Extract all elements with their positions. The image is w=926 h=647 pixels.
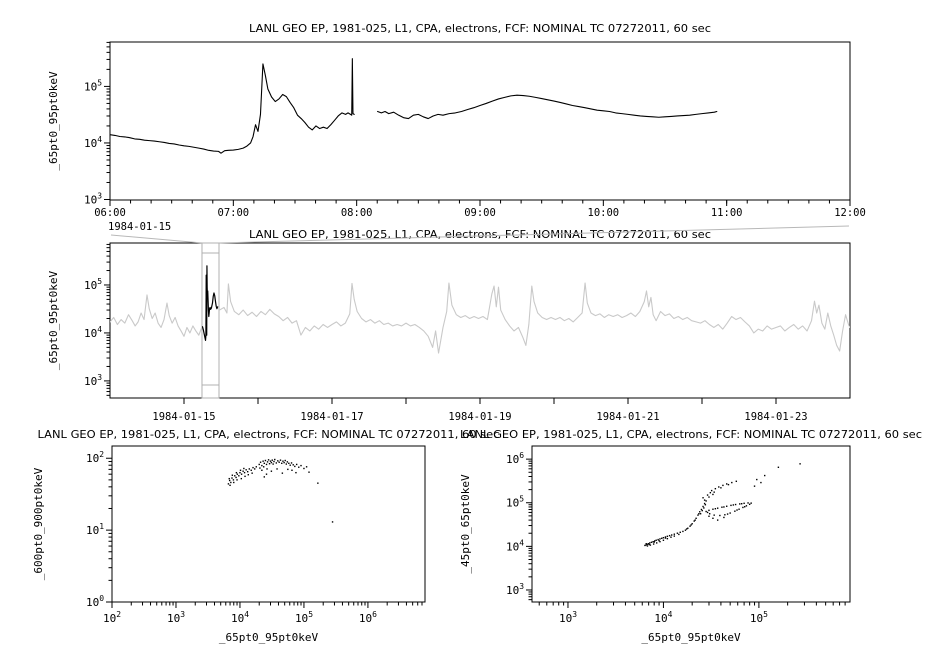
y-axis-label: _65pt0_95pt0keV [47,71,60,171]
plot-area[interactable] [110,42,850,200]
x-axis-ticks [152,398,807,423]
x-tick-label: 12:00 [834,207,866,219]
log-tick-label: $10^3$ [84,372,103,388]
x-tick-label: 09:00 [464,207,496,219]
x-tick-label: 06:00 [94,207,126,219]
x-tick-label: 1984-01-17 [300,411,364,423]
x-axis-label: _65pt0_95pt0keV [641,631,741,644]
log-tick-label: $10^4$ [84,324,103,340]
log-tick-label: $10^1$ [86,522,105,538]
log-tick-label: $10^4$ [654,610,673,625]
log-tick-label: $10^5$ [749,610,768,625]
x-axis-ticks [103,602,422,625]
zoom-connector-line [111,235,203,243]
x-tick-label: 1984-01-21 [596,411,660,423]
x-tick-label: 07:00 [217,207,250,219]
panel-title: LANL GEO EP, 1981-025, L1, CPA, electrons, FCF: NOMINAL TC 07272011, 60 sec [249,228,711,241]
log-tick-label: $10^2$ [103,610,122,625]
x-tick-label: 11:00 [710,207,743,219]
panel-title: LANL GEO EP, 1981-025, L1, CPA, electrons, FCF: NOMINAL TC 07272011, 60 sec [460,428,922,441]
y-axis-ticks [84,244,110,395]
x-tick-label: 1984-01-19 [448,411,512,423]
log-tick-label: $10^5$ [84,78,103,94]
y-axis-ticks [84,42,110,206]
panel-scatter-45-65 [459,428,922,644]
panel-title: LANL GEO EP, 1981-025, L1, CPA, electrons, FCF: NOMINAL TC 07272011, 60 sec [249,22,711,35]
context-line [110,283,850,353]
log-tick-label: $10^5$ [84,276,103,292]
panel-title: LANL GEO EP, 1981-025, L1, CPA, electrons, FCF: NOMINAL TC 07272011, 60 sec [37,428,500,441]
log-tick-label: $10^5$ [506,494,525,510]
log-tick-label: $10^3$ [166,610,186,625]
y-axis-label: _600pt0_900pt0keV [32,467,45,581]
y-axis-ticks [506,451,532,600]
y-axis-ticks [86,450,112,609]
date-corner-label: 1984-01-15 [108,221,172,233]
log-tick-label: $10^4$ [506,538,525,554]
flux-line [110,59,717,154]
x-tick-label: 08:00 [340,207,373,219]
scatter-points [644,463,801,547]
log-tick-label: $10^3$ [84,191,103,207]
x-axis-ticks [94,200,866,219]
log-tick-label: $10^6$ [358,610,378,625]
plot-area[interactable] [110,243,850,398]
log-tick-label: $10^6$ [506,451,525,467]
zoom-region-annotations [111,226,849,398]
log-tick-label: $10^4$ [230,610,250,625]
x-axis-label: _65pt0_95pt0keV [218,631,319,644]
x-tick-label: 10:00 [587,207,620,219]
panel-top-detail [47,22,866,233]
zoom-box[interactable] [202,243,219,398]
plot-area[interactable] [532,446,850,602]
highlight-line [203,266,218,340]
y-axis-label: _45pt0_65pt0keV [459,474,472,574]
scatter-points [228,459,334,523]
log-tick-label: $10^3$ [558,610,578,625]
log-tick-label: $10^4$ [84,134,103,150]
log-tick-label: $10^2$ [86,450,105,466]
log-tick-label: $10^0$ [86,594,105,609]
x-tick-label: 1984-01-23 [744,411,808,423]
panel-context [47,226,850,423]
x-axis-ticks [539,602,845,625]
panel-scatter-600-900 [32,428,500,644]
log-tick-label: $10^3$ [506,581,525,597]
plot-area[interactable] [112,446,425,602]
log-tick-label: $10^5$ [294,610,314,625]
x-tick-label: 1984-01-15 [152,411,216,423]
y-axis-label: _65pt0_95pt0keV [47,270,60,371]
